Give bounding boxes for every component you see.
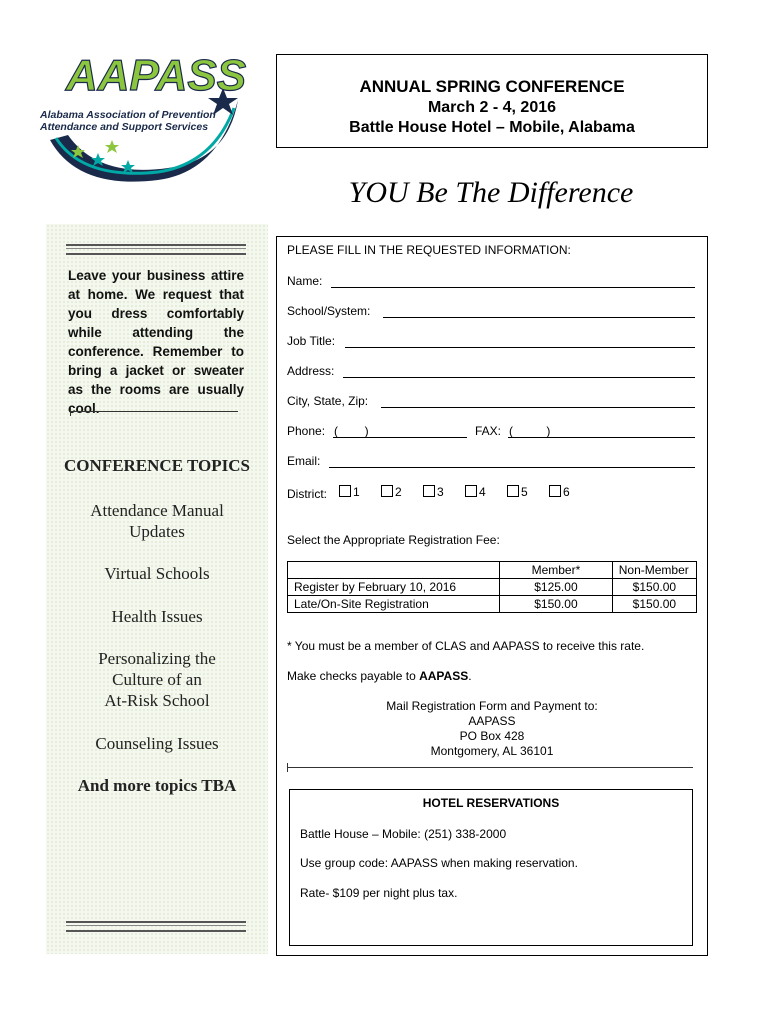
- phone-field[interactable]: [333, 437, 467, 438]
- fee-table: [287, 561, 697, 613]
- school-label: School/System:: [287, 304, 371, 318]
- divider: [70, 411, 238, 412]
- tagline: YOU Be The Difference: [348, 176, 634, 209]
- fax-area: ( ): [509, 424, 551, 438]
- group-code: Use group code: AAPASS when making reservation.: [300, 856, 578, 870]
- phone-area: ( ): [334, 424, 369, 438]
- divider: [66, 921, 246, 932]
- form-instructions: PLEASE FILL IN THE REQUESTED INFORMATION:: [287, 243, 571, 257]
- checkbox: [549, 485, 561, 497]
- aapass-logo: [38, 40, 248, 190]
- topic-item: Personalizing the Culture of an At-Risk School: [98, 649, 216, 710]
- member-note: * You must be a member of CLAS and AAPASS to receive this rate.: [287, 639, 645, 653]
- topic-item: Counseling Issues: [95, 734, 219, 753]
- checkbox: [381, 485, 393, 497]
- fax-field[interactable]: [508, 437, 695, 438]
- checks-payable: Make checks payable to AAPASS.: [287, 669, 472, 683]
- checkbox: [423, 485, 435, 497]
- job-label: Job Title:: [287, 334, 336, 348]
- district-option[interactable]: 4: [465, 485, 486, 499]
- job-title-field[interactable]: [345, 347, 695, 348]
- district-option[interactable]: 5: [507, 485, 528, 499]
- fax-label: FAX:: [475, 424, 502, 438]
- district-option[interactable]: 3: [423, 485, 444, 499]
- hotel-reservations: [289, 789, 693, 946]
- email-field[interactable]: [329, 467, 695, 468]
- divider: [66, 244, 246, 255]
- topics-title: CONFERENCE TOPICS: [64, 456, 250, 475]
- fee-prompt: Select the Appropriate Registration Fee:: [287, 533, 500, 547]
- checkbox: [507, 485, 519, 497]
- district-option[interactable]: 2: [381, 485, 402, 499]
- topic-item: Attendance Manual Updates: [90, 501, 224, 541]
- district-option[interactable]: 1: [339, 485, 360, 499]
- city-label: City, State, Zip:: [287, 394, 369, 408]
- attire-note: Leave your business attire at home. We request that you dress comfortably while attending the conference. Remember to bring a jacket or sweater as the rooms are usually cool.: [68, 268, 244, 416]
- logo-line2: Attendance and Support Services: [40, 121, 209, 133]
- checkbox: [465, 485, 477, 497]
- email-label: Email:: [287, 454, 321, 468]
- topic-item: Virtual Schools: [104, 564, 210, 583]
- table-row[interactable]: Register by February 10, 2016 $125.00 $150.00: [288, 579, 697, 596]
- logo-acronym: AAPASS: [66, 51, 247, 100]
- phone-label: Phone:: [287, 424, 326, 438]
- address-field[interactable]: [343, 377, 695, 378]
- more-topics: And more topics TBA: [77, 776, 237, 795]
- logo-line1: Alabama Association of Prevention: [40, 109, 216, 121]
- hotel-title: HOTEL RESERVATIONS: [422, 796, 560, 810]
- checkbox: [339, 485, 351, 497]
- district-label: District:: [287, 487, 327, 501]
- name-label: Name:: [287, 274, 323, 288]
- conference-header: [276, 54, 708, 148]
- name-field[interactable]: [331, 287, 695, 288]
- divider: [287, 767, 693, 768]
- city-state-zip-field[interactable]: [381, 407, 695, 408]
- table-row[interactable]: Late/On-Site Registration $150.00 $150.00: [288, 596, 697, 613]
- district-option[interactable]: 6: [549, 485, 570, 499]
- topic-item: Health Issues: [111, 607, 203, 626]
- conference-dates: March 2 - 4, 2016: [427, 99, 557, 116]
- school-field[interactable]: [383, 317, 695, 318]
- registration-form: [276, 236, 708, 956]
- conference-location: Battle House Hotel – Mobile, Alabama: [349, 119, 635, 136]
- hotel-phone: Battle House – Mobile: (251) 338-2000: [300, 827, 507, 841]
- address-label: Address:: [287, 364, 335, 378]
- sidebar: [46, 224, 268, 954]
- table-header-row: Member* Non-Member: [288, 562, 697, 579]
- mail-address: Mail Registration Form and Payment to: AAPASS PO Box 428 Montgomery, AL 36101: [386, 699, 598, 758]
- hotel-rate: Rate- $109 per night plus tax.: [300, 886, 458, 900]
- conference-title: ANNUAL SPRING CONFERENCE: [359, 77, 625, 96]
